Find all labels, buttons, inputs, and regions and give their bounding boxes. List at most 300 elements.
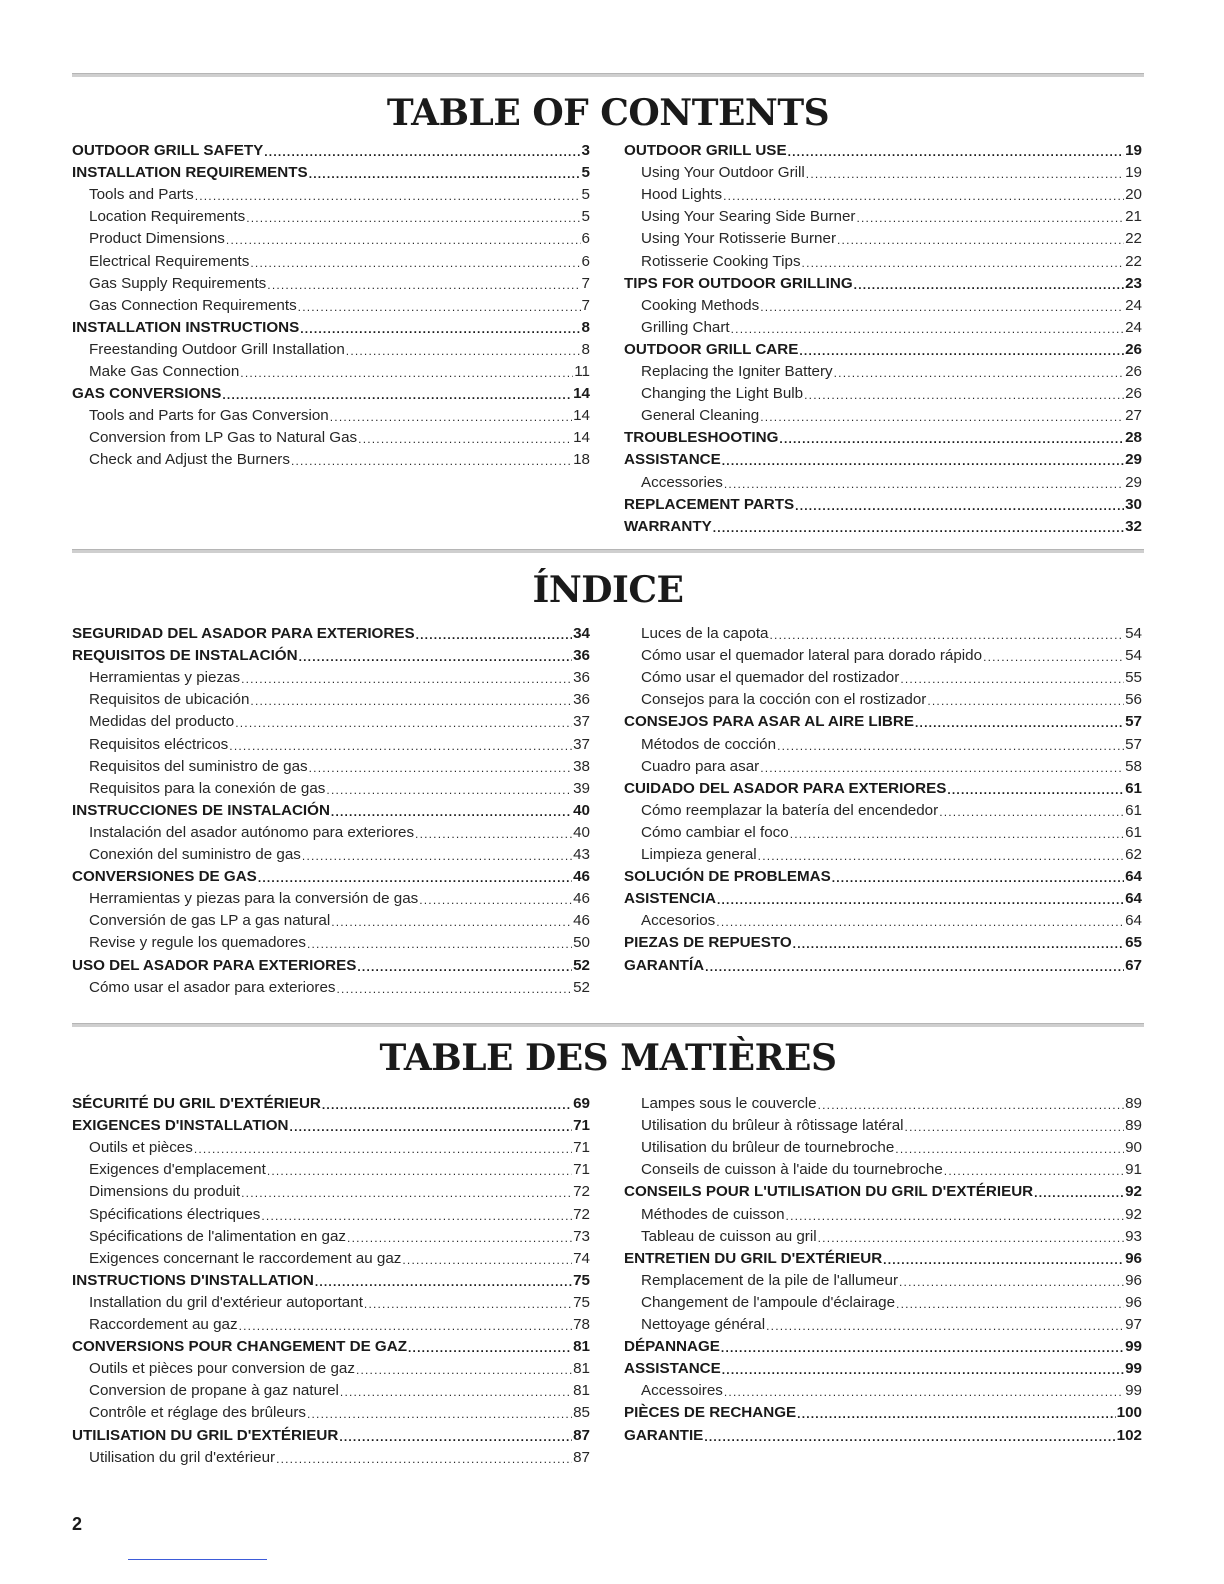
toc-page-number: 34 [573,625,590,643]
toc-entry-title: Conseils de cuisson à l'aide du tournebroche [641,1161,943,1179]
toc-subentry [72,1157,590,1179]
toc-subentry [72,403,590,425]
toc-page-number: 102 [1116,1426,1142,1444]
dot-leader [258,870,572,886]
dot-leader [915,715,1124,731]
toc-entry-title: Accessoires [641,1382,723,1400]
toc-page-number: 72 [573,1183,590,1201]
toc-page-number: 52 [573,956,590,974]
dot-leader [307,1406,572,1422]
dot-leader [760,760,1124,776]
toc-entry-title: Spécifications de l'alimentation en gaz [89,1227,347,1245]
toc-subentry [624,643,1142,665]
toc-entry-title: Tools and Parts for Gas Conversion [89,407,329,425]
toc-heading-entry [72,621,590,643]
toc-subentry [624,359,1142,381]
toc-page-number: 7 [581,274,590,292]
matieres-right-column [624,1091,1142,1445]
toc-page-number: 24 [1125,296,1142,314]
dot-leader [731,321,1124,337]
toc-heading-entry [624,930,1142,952]
dot-leader [947,782,1124,798]
toc-entry-title: Make Gas Connection [89,363,240,381]
toc-subentry [624,293,1142,315]
dot-leader [339,1429,572,1445]
toc-page-number: 29 [1125,473,1142,491]
toc-subentry [72,226,590,248]
toc-heading-entry [624,1400,1142,1422]
toc-page-number: 89 [1125,1095,1142,1113]
toc-page-number: 87 [573,1426,590,1444]
toc-page-number: 37 [573,735,590,753]
toc-subentry [72,886,590,908]
toc-page-number: 57 [1125,735,1142,753]
toc-page-number: 5 [581,164,590,182]
dot-leader [340,1384,572,1400]
dot-leader [309,760,572,776]
toc-heading-entry [624,776,1142,798]
matieres-left-column [72,1091,590,1467]
toc-heading-entry [72,643,590,665]
dot-leader [832,870,1124,886]
toc-page-number: 20 [1125,186,1142,204]
toc-subentry [624,204,1142,226]
dot-leader [326,782,572,798]
toc-page-number: 36 [573,669,590,687]
toc-entry-title: GARANTÍA [624,956,705,974]
toc-page-number: 81 [573,1338,590,1356]
toc-subentry [72,248,590,270]
toc-entry-title: Conexión del suministro de gas [89,846,301,864]
dot-leader [419,892,572,908]
dot-leader [299,649,573,665]
toc-entry-title: Outils et pièces [89,1139,193,1157]
toc-entry-title: USO DEL ASADOR PARA EXTERIORES [72,956,357,974]
indice-left-column [72,621,590,997]
toc-entry-title: Gas Supply Requirements [89,274,267,292]
dot-leader [250,693,572,709]
toc-entry-title: Tableau de cuisson au gril [641,1227,817,1245]
toc-page-number: 40 [573,823,590,841]
toc-page-number: 64 [1125,868,1142,886]
toc-heading-entry [624,709,1142,731]
toc-heading-entry [624,1356,1142,1378]
toc-subentry [72,709,590,731]
dot-leader [797,1406,1115,1422]
toc-page-number: 46 [573,890,590,908]
toc-entry-title: PIEZAS DE REPUESTO [624,934,792,952]
toc-heading-entry [624,271,1142,293]
toc-heading-entry [72,1334,590,1356]
dot-leader [896,1296,1124,1312]
toc-page-number: 61 [1125,779,1142,797]
dot-leader [777,738,1124,754]
toc-page-number: 3 [581,142,590,160]
dot-leader [717,892,1124,908]
dot-leader [713,520,1124,536]
toc-page-number: 90 [1125,1139,1142,1157]
dot-leader [408,1340,572,1356]
toc-entry-title: Hood Lights [641,186,723,204]
toc-entry-title: Gas Connection Requirements [89,296,297,314]
toc-subentry [624,160,1142,182]
toc-entry-title: Using Your Searing Side Burner [641,208,856,226]
toc-page-number: 26 [1125,385,1142,403]
toc-heading-entry [72,1091,590,1113]
dot-leader [241,1185,572,1201]
toc-entry-title: INSTRUCTIONS D'INSTALLATION [72,1271,314,1289]
toc-entry-title: CUIDADO DEL ASADOR PARA EXTERIORES [624,779,947,797]
dot-leader [246,210,580,226]
toc-entry-title: General Cleaning [641,407,760,425]
toc-page-number: 36 [573,647,590,665]
toc-entry-title: OUTDOOR GRILL CARE [624,340,799,358]
toc-page-number: 81 [573,1382,590,1400]
toc-subentry [72,425,590,447]
toc-subentry [72,776,590,798]
toc-page-number: 91 [1125,1161,1142,1179]
toc-entry-title: Freestanding Outdoor Grill Installation [89,340,345,358]
toc-entry-title: SÉCURITÉ DU GRIL D'EXTÉRIEUR [72,1095,321,1113]
toc-entry-title: Requisitos eléctricos [89,735,229,753]
toc-subentry [72,271,590,293]
dot-leader [722,1362,1124,1378]
toc-entry-title: Conversion from LP Gas to Natural Gas [89,429,358,447]
toc-subentry [72,687,590,709]
toc-entry-title: Conversión de gas LP a gas natural [89,912,331,930]
dot-leader [806,166,1124,182]
toc-page-number: 6 [581,230,590,248]
toc-subentry [72,820,590,842]
dot-leader [241,671,572,687]
toc-entry-title: Herramientas y piezas para la conversión de gas [89,890,419,908]
dot-leader [983,649,1124,665]
toc-subentry [624,621,1142,643]
dot-leader [793,936,1124,952]
toc-subentry [624,842,1142,864]
toc-entry-title: Cómo usar el quemador lateral para dorado rápido [641,647,983,665]
dot-leader [276,1451,572,1467]
toc-page-number: 73 [573,1227,590,1245]
dot-leader [927,693,1124,709]
dot-leader [298,299,581,315]
toc-page-number: 64 [1125,890,1142,908]
dot-leader [240,365,573,381]
dot-leader [790,826,1124,842]
toc-entry-title: Spécifications électriques [89,1205,261,1223]
dot-leader [804,387,1124,403]
toc-page-number: 71 [573,1117,590,1135]
toc-page-number: 22 [1125,230,1142,248]
toc-entry-title: Cuadro para asar [641,757,760,775]
toc-page-number: 21 [1125,208,1142,226]
dot-leader [300,321,580,337]
toc-page-number: 71 [573,1161,590,1179]
dot-leader [358,431,572,447]
dot-leader [818,1097,1125,1113]
toc-subentry [624,1268,1142,1290]
toc-page-number: 43 [573,846,590,864]
toc-subentry [624,248,1142,270]
section-divider [72,549,1144,553]
toc-entry-title: Requisitos para la conexión de gas [89,779,326,797]
toc-subentry [624,665,1142,687]
toc-page-number: 54 [1125,625,1142,643]
dot-leader [331,804,572,820]
toc-page-number: 75 [573,1271,590,1289]
toc-page-number: 5 [581,208,590,226]
toc-subentry [72,842,590,864]
toc-page-number: 50 [573,934,590,952]
toc-page-number: 38 [573,757,590,775]
dot-leader [337,981,573,997]
dot-leader [239,1318,573,1334]
toc-heading-entry [624,886,1142,908]
toc-subentry [72,1312,590,1334]
toc-heading-entry [72,798,590,820]
toc-page-number: 64 [1125,912,1142,930]
dot-leader [356,1362,572,1378]
toc-subentry [624,469,1142,491]
toc-entry-title: Electrical Requirements [89,252,250,270]
toc-entry-title: Medidas del producto [89,713,235,731]
dot-leader [364,1296,572,1312]
toc-entry-title: ENTRETIEN DU GRIL D'EXTÉRIEUR [624,1249,883,1267]
toc-heading-entry [72,1422,590,1444]
dot-leader [795,498,1124,514]
toc-heading-entry [624,514,1142,536]
toc-entry-title: Instalación del asador autónomo para exteriores [89,823,415,841]
toc-page-number: 69 [573,1095,590,1113]
toc-subentry [624,1157,1142,1179]
toc-page-number: 27 [1125,407,1142,425]
toc-subentry [72,1201,590,1223]
toc-entry-title: Méthodes de cuisson [641,1205,785,1223]
toc-entry-title: ASSISTANCE [624,1360,721,1378]
toc-subentry [72,1135,590,1157]
toc-page-number: 14 [573,385,590,403]
dot-leader [290,1119,573,1135]
toc-entry-title: Consejos para la cocción con el rostizador [641,691,927,709]
toc-entry-title: Tools and Parts [89,186,194,204]
toc-entry-title: Location Requirements [89,208,246,226]
toc-subentry [624,182,1142,204]
dot-leader [415,826,572,842]
toc-entry-title: INSTALLATION INSTRUCTIONS [72,318,300,336]
toc-heading-entry [624,952,1142,974]
toc-page-number: 85 [573,1404,590,1422]
toc-entry-title: Utilisation du gril d'extérieur [89,1448,276,1466]
toc-page-number: 32 [1125,517,1142,535]
dot-leader [331,914,572,930]
toc-entry-title: CONSEILS POUR L'UTILISATION DU GRIL D'EXTÉRIEUR [624,1183,1034,1201]
dot-leader [194,1141,572,1157]
toc-page-number: 71 [573,1139,590,1157]
toc-entry-title: REPLACEMENT PARTS [624,495,795,513]
dot-leader [856,210,1124,226]
toc-page-number: 26 [1125,363,1142,381]
dot-leader [837,232,1124,248]
toc-subentry [624,1091,1142,1113]
toc-heading-entry [72,315,590,337]
toc-page-number: 30 [1125,495,1142,513]
toc-page-number: 62 [1125,846,1142,864]
footer-link-underline [128,1559,267,1560]
dot-leader [724,1384,1124,1400]
dot-leader [330,409,572,425]
toc-entry-title: Outils et pièces pour conversion de gaz [89,1360,355,1378]
toc-subentry [72,665,590,687]
dot-leader [883,1252,1124,1268]
toc-entry-title: Cooking Methods [641,296,760,314]
toc-subentry [624,381,1142,403]
toc-page-number: 37 [573,713,590,731]
toc-page-number: 24 [1125,318,1142,336]
toc-page-number: 14 [573,407,590,425]
page-number: 2 [72,1514,83,1534]
toc-entry-title: OUTDOOR GRILL USE [624,142,787,160]
toc-page-number: 36 [573,691,590,709]
toc-page-number: 8 [581,318,590,336]
toc-subentry [72,1378,590,1400]
toc-entry-title: Utilisation du brûleur à rôtissage latéral [641,1117,904,1135]
toc-subentry [72,731,590,753]
toc-entry-title: Changing the Light Bulb [641,385,804,403]
toc-page-number: 96 [1125,1293,1142,1311]
toc-heading-entry [72,952,590,974]
dot-leader [322,1097,572,1113]
toc-heading-entry [624,425,1142,447]
toc-page-number: 92 [1125,1183,1142,1201]
toc-subentry [624,1378,1142,1400]
dot-leader [724,476,1124,492]
toc-page-number: 97 [1125,1316,1142,1334]
section-title-english: TABLE OF CONTENTS [386,92,830,134]
toc-page-number: 46 [573,912,590,930]
toc-subentry [624,754,1142,776]
toc-page-number: 14 [573,429,590,447]
toc-subentry [72,182,590,204]
toc-entry-title: Dimensions du produit [89,1183,241,1201]
toc-entry-title: Contrôle et réglage des brûleurs [89,1404,306,1422]
toc-entry-title: Check and Adjust the Burners [89,451,290,469]
toc-subentry [624,403,1142,425]
toc-entry-title: INSTALLATION REQUIREMENTS [72,164,308,182]
toc-entry-title: CONSEJOS PARA ASAR AL AIRE LIBRE [624,713,914,731]
toc-subentry [624,687,1142,709]
section-title-spanish: ÍNDICE [532,569,684,611]
toc-page-number: 100 [1116,1404,1142,1422]
toc-entry-title: Using Your Outdoor Grill [641,164,805,182]
dot-leader [939,804,1124,820]
dot-leader [760,409,1124,425]
toc-page-number: 11 [574,363,590,381]
toc-entry-title: Replacing the Igniter Battery [641,363,833,381]
toc-page-number: 5 [581,186,590,204]
section-divider [72,73,1144,77]
toc-subentry [624,1113,1142,1135]
toc-subentry [624,798,1142,820]
toc-entry-title: SEGURIDAD DEL ASADOR PARA EXTERIORES [72,625,415,643]
dot-leader [722,453,1124,469]
toc-entry-title: Using Your Rotisserie Burner [641,230,837,248]
toc-page-number: 23 [1125,274,1142,292]
dot-leader [416,627,572,643]
toc-page-number: 39 [573,779,590,797]
toc-subentry [72,930,590,952]
toc-page-number: 22 [1125,252,1142,270]
toc-entry-title: Exigences concernant le raccordement au gaz [89,1249,402,1267]
toc-entry-title: Requisitos del suministro de gas [89,757,308,775]
toc-page-number: 55 [1125,669,1142,687]
toc-subentry [624,1224,1142,1246]
dot-leader [786,1208,1125,1224]
dot-leader [222,387,572,403]
toc-entry-title: GAS CONVERSIONS [72,385,222,403]
toc-subentry [72,975,590,997]
toc-subentry [624,1135,1142,1157]
section-divider [72,1023,1144,1027]
toc-entry-title: Luces de la capota [641,625,769,643]
dot-leader [267,277,580,293]
indice-right-column [624,621,1142,975]
toc-right-column [624,138,1142,536]
dot-leader [315,1274,572,1290]
toc-page-number: 52 [573,978,590,996]
toc-entry-title: Nettoyage général [641,1316,766,1334]
toc-page-number: 99 [1125,1338,1142,1356]
toc-entry-title: Rotisserie Cooking Tips [641,252,801,270]
toc-page-number: 61 [1125,801,1142,819]
toc-heading-entry [624,864,1142,886]
toc-page-number: 26 [1125,340,1142,358]
dot-leader [854,277,1124,293]
toc-heading-entry [72,381,590,403]
toc-entry-title: Product Dimensions [89,230,225,248]
toc-subentry [72,754,590,776]
dot-leader [758,848,1124,864]
toc-page-number: 46 [573,868,590,886]
dot-leader [834,365,1124,381]
toc-page-number: 54 [1125,647,1142,665]
toc-page-number: 99 [1125,1360,1142,1378]
toc-heading-entry [624,492,1142,514]
toc-page-number: 87 [573,1448,590,1466]
toc-page-number: 67 [1125,956,1142,974]
toc-page-number: 28 [1125,429,1142,447]
toc-page-number: 74 [573,1249,590,1267]
toc-subentry [624,820,1142,842]
toc-subentry [72,293,590,315]
toc-heading-entry [624,337,1142,359]
toc-entry-title: ASSISTANCE [624,451,721,469]
toc-heading-entry [72,864,590,886]
dot-leader [229,738,572,754]
dot-leader [899,1274,1124,1290]
toc-page-number: 56 [1125,691,1142,709]
dot-leader [716,914,1124,930]
toc-entry-title: Revise y regule los quemadores [89,934,306,952]
toc-left-column [72,138,590,469]
toc-heading-entry [624,447,1142,469]
dot-leader [760,299,1124,315]
dot-leader [226,232,581,248]
toc-heading-entry [72,1268,590,1290]
toc-subentry [72,908,590,930]
toc-entry-title: Raccordement au gaz [89,1316,238,1334]
toc-subentry [72,1445,590,1467]
toc-entry-title: ASISTENCIA [624,890,716,908]
